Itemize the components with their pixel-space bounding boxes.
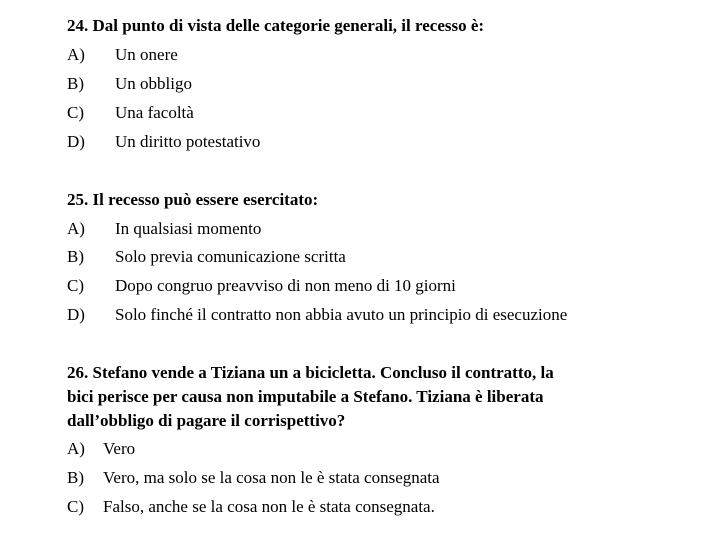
option-letter: D) bbox=[67, 132, 85, 151]
question-25-option-b bbox=[67, 242, 346, 271]
option-text: Vero, ma solo se la cosa non le è stata consegnata bbox=[103, 468, 440, 487]
question-26-option-a bbox=[67, 434, 135, 463]
option-letter: B) bbox=[67, 468, 84, 487]
question-26-title-line-3: dall’obbligo di pagare il corrispettivo? bbox=[67, 411, 346, 430]
question-24-option-b bbox=[67, 69, 192, 98]
question-24-option-c bbox=[67, 98, 194, 127]
question-26-option-b bbox=[67, 463, 440, 492]
option-text: Un obbligo bbox=[115, 74, 192, 93]
question-25-title: 25. Il recesso può essere esercitato: bbox=[67, 190, 319, 209]
option-text: Un diritto potestativo bbox=[115, 132, 261, 151]
question-25-option-c bbox=[67, 271, 456, 300]
question-24-option-d bbox=[67, 127, 260, 156]
option-text: Un onere bbox=[115, 45, 178, 64]
question-26-title-line-1: 26. Stefano vende a Tiziana un a bicicletta. Concluso il contratto, la bbox=[67, 363, 554, 382]
question-25-option-a bbox=[67, 214, 261, 243]
question-25-option-d bbox=[67, 300, 567, 329]
option-letter: A) bbox=[67, 439, 85, 458]
option-text: Falso, anche se la cosa non le è stata consegnata. bbox=[103, 497, 435, 516]
option-letter: A) bbox=[67, 45, 85, 64]
option-letter: B) bbox=[67, 74, 84, 93]
option-letter: D) bbox=[67, 305, 85, 324]
option-text: In qualsiasi momento bbox=[115, 219, 262, 238]
option-letter: B) bbox=[67, 247, 84, 266]
option-letter: C) bbox=[67, 276, 84, 295]
option-text: Dopo congruo preavviso di non meno di 10 giorni bbox=[115, 276, 456, 295]
option-text: Solo finché il contratto non abbia avuto un principio di esecuzione bbox=[115, 305, 568, 324]
question-24-title: 24. Dal punto di vista delle categorie generali, il recesso è: bbox=[67, 16, 485, 35]
option-text: Solo previa comunicazione scritta bbox=[115, 247, 346, 266]
option-letter: C) bbox=[67, 103, 84, 122]
option-text: Vero bbox=[103, 439, 136, 458]
question-24-option-a bbox=[67, 40, 178, 69]
option-letter: C) bbox=[67, 497, 84, 516]
option-text: Una facoltà bbox=[115, 103, 194, 122]
question-26-title-line-2: bici perisce per causa non imputabile a Stefano. Tiziana è liberata bbox=[67, 387, 544, 406]
question-26-option-c bbox=[67, 492, 435, 521]
option-letter: A) bbox=[67, 219, 85, 238]
